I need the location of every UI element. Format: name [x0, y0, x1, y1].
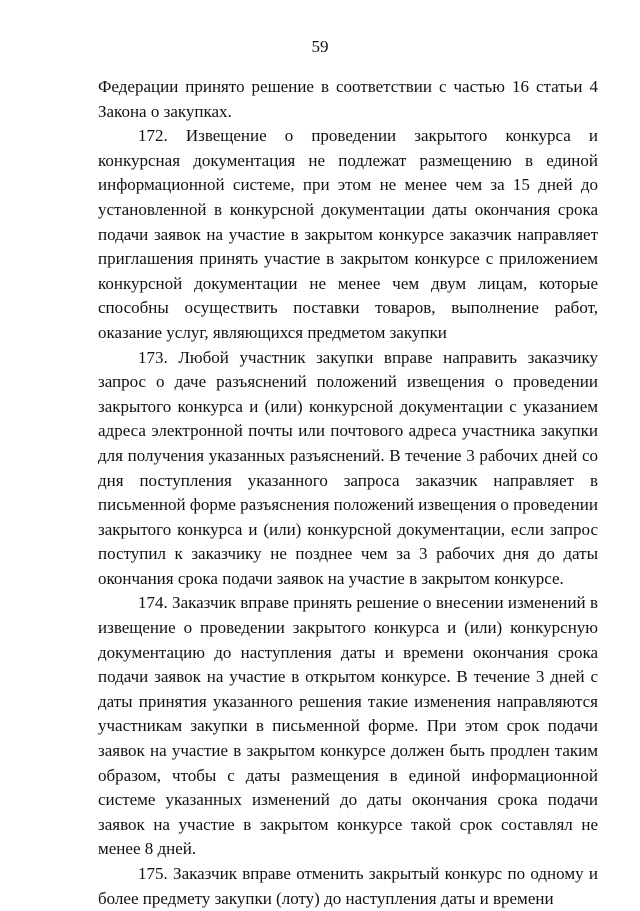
- paragraph-172: 172. Извещение о проведении закрытого конкурса и конкурсная документация не подлежат размещению в единой информационной системе, при этом не менее чем за 15 дней до установленной в конкурсной документации даты окончания срока подачи заявок на участие в закрытом конкурсе заказчик направляет приглашения принять участие в закрытом конкурсе с приложением конкурсной документации не менее чем двум лицам, которые способны осуществить поставки товаров, выполнение работ, оказание услуг, являющихся предметом закупки: [98, 126, 598, 342]
- paragraph-175: 175. Заказчик вправе отменить закрытый конкурс по одному и более предмету закупки (лоту) до наступления даты и времени: [98, 864, 598, 908]
- document-body: [98, 75, 598, 911]
- paragraph-173: 173. Любой участник закупки вправе направить заказчику запрос о даче разъяснений положений извещения о проведении закрытого конкурса и (или) конкурсной документации с указанием адреса электронной почты или почтового адреса участника закупки для получения указанных разъяснений. В течение 3 рабочих дней со дня поступления указанного запроса заказчик направляет в письменной форме разъяснения положений извещения о проведении закрытого конкурса и (или) конкурсной документации, если запрос поступил к заказчику не позднее чем за 3 рабочих дня до даты окончания срока подачи заявок на участие в закрытом конкурсе.: [98, 347, 598, 588]
- paragraph-continuation: Федерации принято решение в соответствии с частью 16 статьи 4 Закона о закупках.: [98, 77, 598, 121]
- page-number: 59: [311, 37, 329, 56]
- paragraph-174: 174. Заказчик вправе принять решение о внесении изменений в извещение о проведении закрытого конкурса и (или) конкурсную документацию до наступления даты и времени окончания срока подачи заявок на участие в открытом конкурсе. В течение 3 дней с даты принятия указанного решения такие изменения направляются участникам закупки в письменной форме. При этом срок подачи заявок на участие в закрытом конкурсе должен быть продлен таким образом, чтобы с даты размещения в единой информационной системе указанных изменений до даты окончания срока подачи заявок на участие в закрытом конкурсе такой срок составлял не менее 8 дней.: [98, 593, 598, 859]
